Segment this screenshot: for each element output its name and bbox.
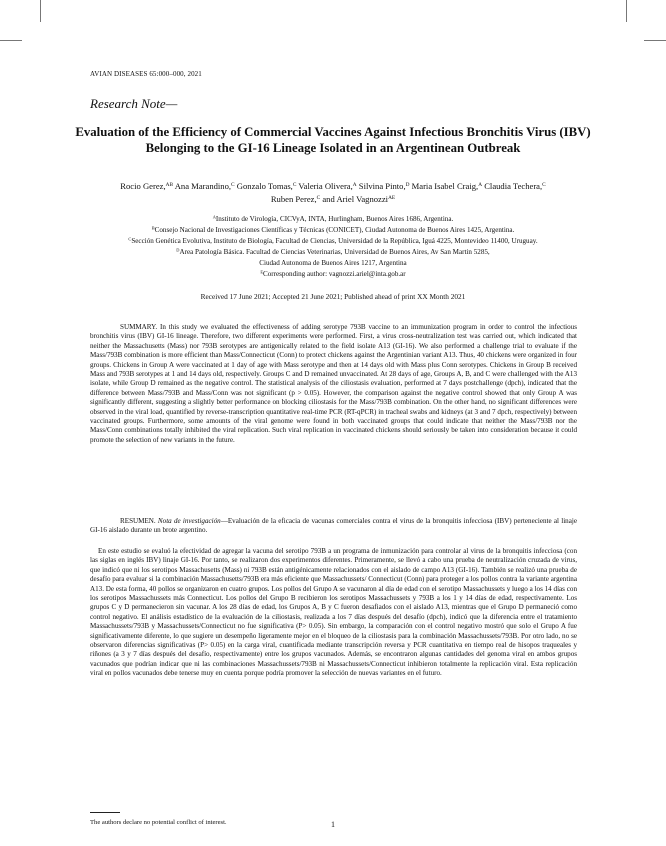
crop-mark xyxy=(40,0,41,22)
author: Valeria Olivera,$^A$ xyxy=(298,181,357,191)
resumen-title: —Evaluación de la eficacia de vacunas comerciales contra el virus de la bronquitis infecciosa (IBV) perteneciente al linaje GI-16 aislado durante un brote argentino. xyxy=(90,517,577,535)
author: Ana Marandino,$^C$ xyxy=(174,181,235,191)
affiliation: Ciudad Autonoma de Buenos Aires 1217, Argentina xyxy=(259,259,407,267)
affiliation: $^B$Consejo Nacional de Investigaciones Científicas y Técnicas (CONICET), Ciudad Autonoma de Buenos Aires 1425, Argentina. xyxy=(151,225,515,234)
journal-header: AVIAN DISEASES 65:000–000, 2021 xyxy=(90,70,202,78)
resumen-note-label: Nota de investigación xyxy=(157,517,221,525)
received-dates: Received 17 June 2021; Accepted 21 June 2021; Published ahead of print XX Month 2021 xyxy=(200,292,466,301)
page-number: 1 xyxy=(331,820,335,829)
section-label: Research Note— xyxy=(90,96,178,111)
author: Gonzalo Tomas,$^C$ xyxy=(236,181,297,191)
summary-abstract: SUMMARY. In this study we evaluated the effectiveness of adding serotype 793B vaccine to an immunization program in order to control the infectious bronchitis virus (IBV) GI-16 lineage. Therefore, two different experiments were performed. First, a virus cross-neutralization test was carried out, which indicated that neither the Massachusetts (Mass) nor 793B serotypes are antigenically related to the field isolate A13 (GI-16). We also performed a challenge trial to evaluate if the Mass/793B combination is more efficient than Mass/Connecticut (Conn) to protect chickens against the Argentinian variant A13. Thus, 40 chickens were organized in four groups. Chickens in Group A were vaccinated at 1 day of age with Mass serotype and then at 14 days old with Mass plus Conn serotypes. Chickens in Group B received Mass and 793B serotypes at 1 and 14 days old, respectively. Groups C and D remained unvaccinated. At 28 days of age, Groups A, B, and C were challenged with the A13 isolate, while Group D remained as the negative control. The statistical analysis of the ciliostasis evaluation, performed at 7 days postchallenge (dpch), indicated that the difference between Mass/793B and Mass/Conn was not significant (p > 0.05). However, the comparison against the negative control showed that only Group A was significantly different, suggesting a slightly better performance on blocking ciliostasis for the Mass/793B combination. On the other hand, no significant differences were observed in the viral load, quantified by reverse-transcription quantitative real-time PCR (RT-qPCR) in tracheal swabs and kidneys (at 3 and 7 dpch, respectively) between vaccinated groups. Furthermore, some amounts of the viral genome were found in both vaccinated groups that could indicate that neither the Mass/793B nor the Mass/Conn combinations totally inhibited the viral replication. Such viral replication in vaccinated chickens should seriously be taken into consideration because it could promote the selection of new variants in the future. xyxy=(90,323,577,444)
resumen-heading xyxy=(90,517,577,536)
author: Maria Isabel Craig,$^A$ xyxy=(411,181,483,191)
affiliation: $^E$Corresponding author: vagnozzi.ariel@inta.gob.ar xyxy=(260,269,406,278)
article-title: Evaluation of the Efficiency of Commercial Vaccines Against Infectious Bronchitis Virus (IBV) Belonging to the GI-16 Lineage Isolated in an Argentinean Outbreak xyxy=(75,125,591,155)
resumen-label: RESUMEN. xyxy=(120,517,156,525)
crop-mark xyxy=(644,40,666,41)
author: and Ariel Vagnozzi$^{AE}$ xyxy=(322,194,396,204)
author: Silvina Pinto,$^D$ xyxy=(358,181,410,191)
affiliation: $^A$Instituto de Virología, CICVyA, INTA, Hurlingham, Buenos Aires 1686, Argentina. xyxy=(212,214,454,223)
affiliation: $^C$Sección Genética Evolutiva, Instituto de Biología, Facultad de Ciencias, Universidad de la República, Iguá 4225, Montevideo 11400, Uruguay. xyxy=(128,236,538,245)
affiliation: $^D$Area Patología Básica. Facultad de Ciencias Veterinarias, Universidad de Buenos Aires, Av San Martin 5285, xyxy=(176,247,490,256)
affiliations xyxy=(40,214,626,280)
author: Ruben Perez,$^C$ xyxy=(270,194,321,204)
crop-mark xyxy=(0,40,22,41)
resumen-body: En este estudio se evaluó la efectividad de agregar la vacuna del serotipo 793B a un programa de inmunización para controlar al virus de la bronquitis infecciosa (con las siglas en inglés IBV) linaje GI-16. Por tanto, se realizaron dos experimentos diferentes. Primeramente, se llevó a cabo una prueba de neutralización cruzada de virus, que indicó que ni los serotipos Massachusetts (Mass) ni 793B están antigénicamente relacionados con el aislado de campo A13 (GI-16). También se realizó una prueba de desafío para evaluar si la combinación Massachusetts/793B era más eficiente que Massachussets/ Connecticut (Conn) para proteger a los pollos contra la variante argentina A13. De esta forma, 40 pollos se organizaron en cuatro grupos. Los pollos del Grupo A se vacunaron al día de edad con el serotipo Massachussets y luego a los 14 días con los serotipos Massachussets más Connecticut. Los pollos del Grupo B recibieron los serotipos Massachussets y 793B a los 1 y 14 días de edad, respectivamente. Los grupos C y D permanecieron sin vacunar. A los 28 días de edad, los Grupos A, B y C fueron desafiados con el aislado A13, mientras que el Grupo D permaneció como control negativo. El análisis estadístico de la evaluación de la ciliostasis, realizada a los 7 días después del desafío (dpch), indicó que la diferencia entre el tratamiento Massachussets/793B y Massachussets/Connecticut no fue significativa (P> 0.05). Sin embargo, la comparación con el control negativo mostró que solo el Grupo A fue significativamente diferente, lo que sugiere un desempeño ligeramente mejor en el bloqueo de la ciliostasis para la combinación Massachussets/793B. Por otro lado, no se observaron diferencias significativas (P> 0.05) en la carga viral, cuantificada mediante transcripción reversa y PCR cuantitativa en tiempo real de hisopos traqueales y riñones (a 3 y 7 días después del desafío, respectivamente) entre los grupos vacunados. Además, se encontraron algunas cantidades del genoma viral en ambos grupos vacunados que podrían indicar que ni las combinaciones Massachussets/793B ni Massachussets/Connecticut inhibieron totalmente la replicación viral. Esta replicación viral en pollos vacunados debe tenerse muy en cuenta porque podría promover la selección de nuevas variantes en el futuro. xyxy=(90,547,577,678)
crop-mark xyxy=(626,0,627,22)
author: Claudia Techera,$^C$ xyxy=(484,181,546,191)
author: Rocio Gerez,$^{AB}$ xyxy=(120,181,174,191)
author-list xyxy=(70,180,596,206)
footnote: The authors declare no potential conflict of interest. xyxy=(90,819,227,826)
footnote-divider xyxy=(90,812,120,813)
